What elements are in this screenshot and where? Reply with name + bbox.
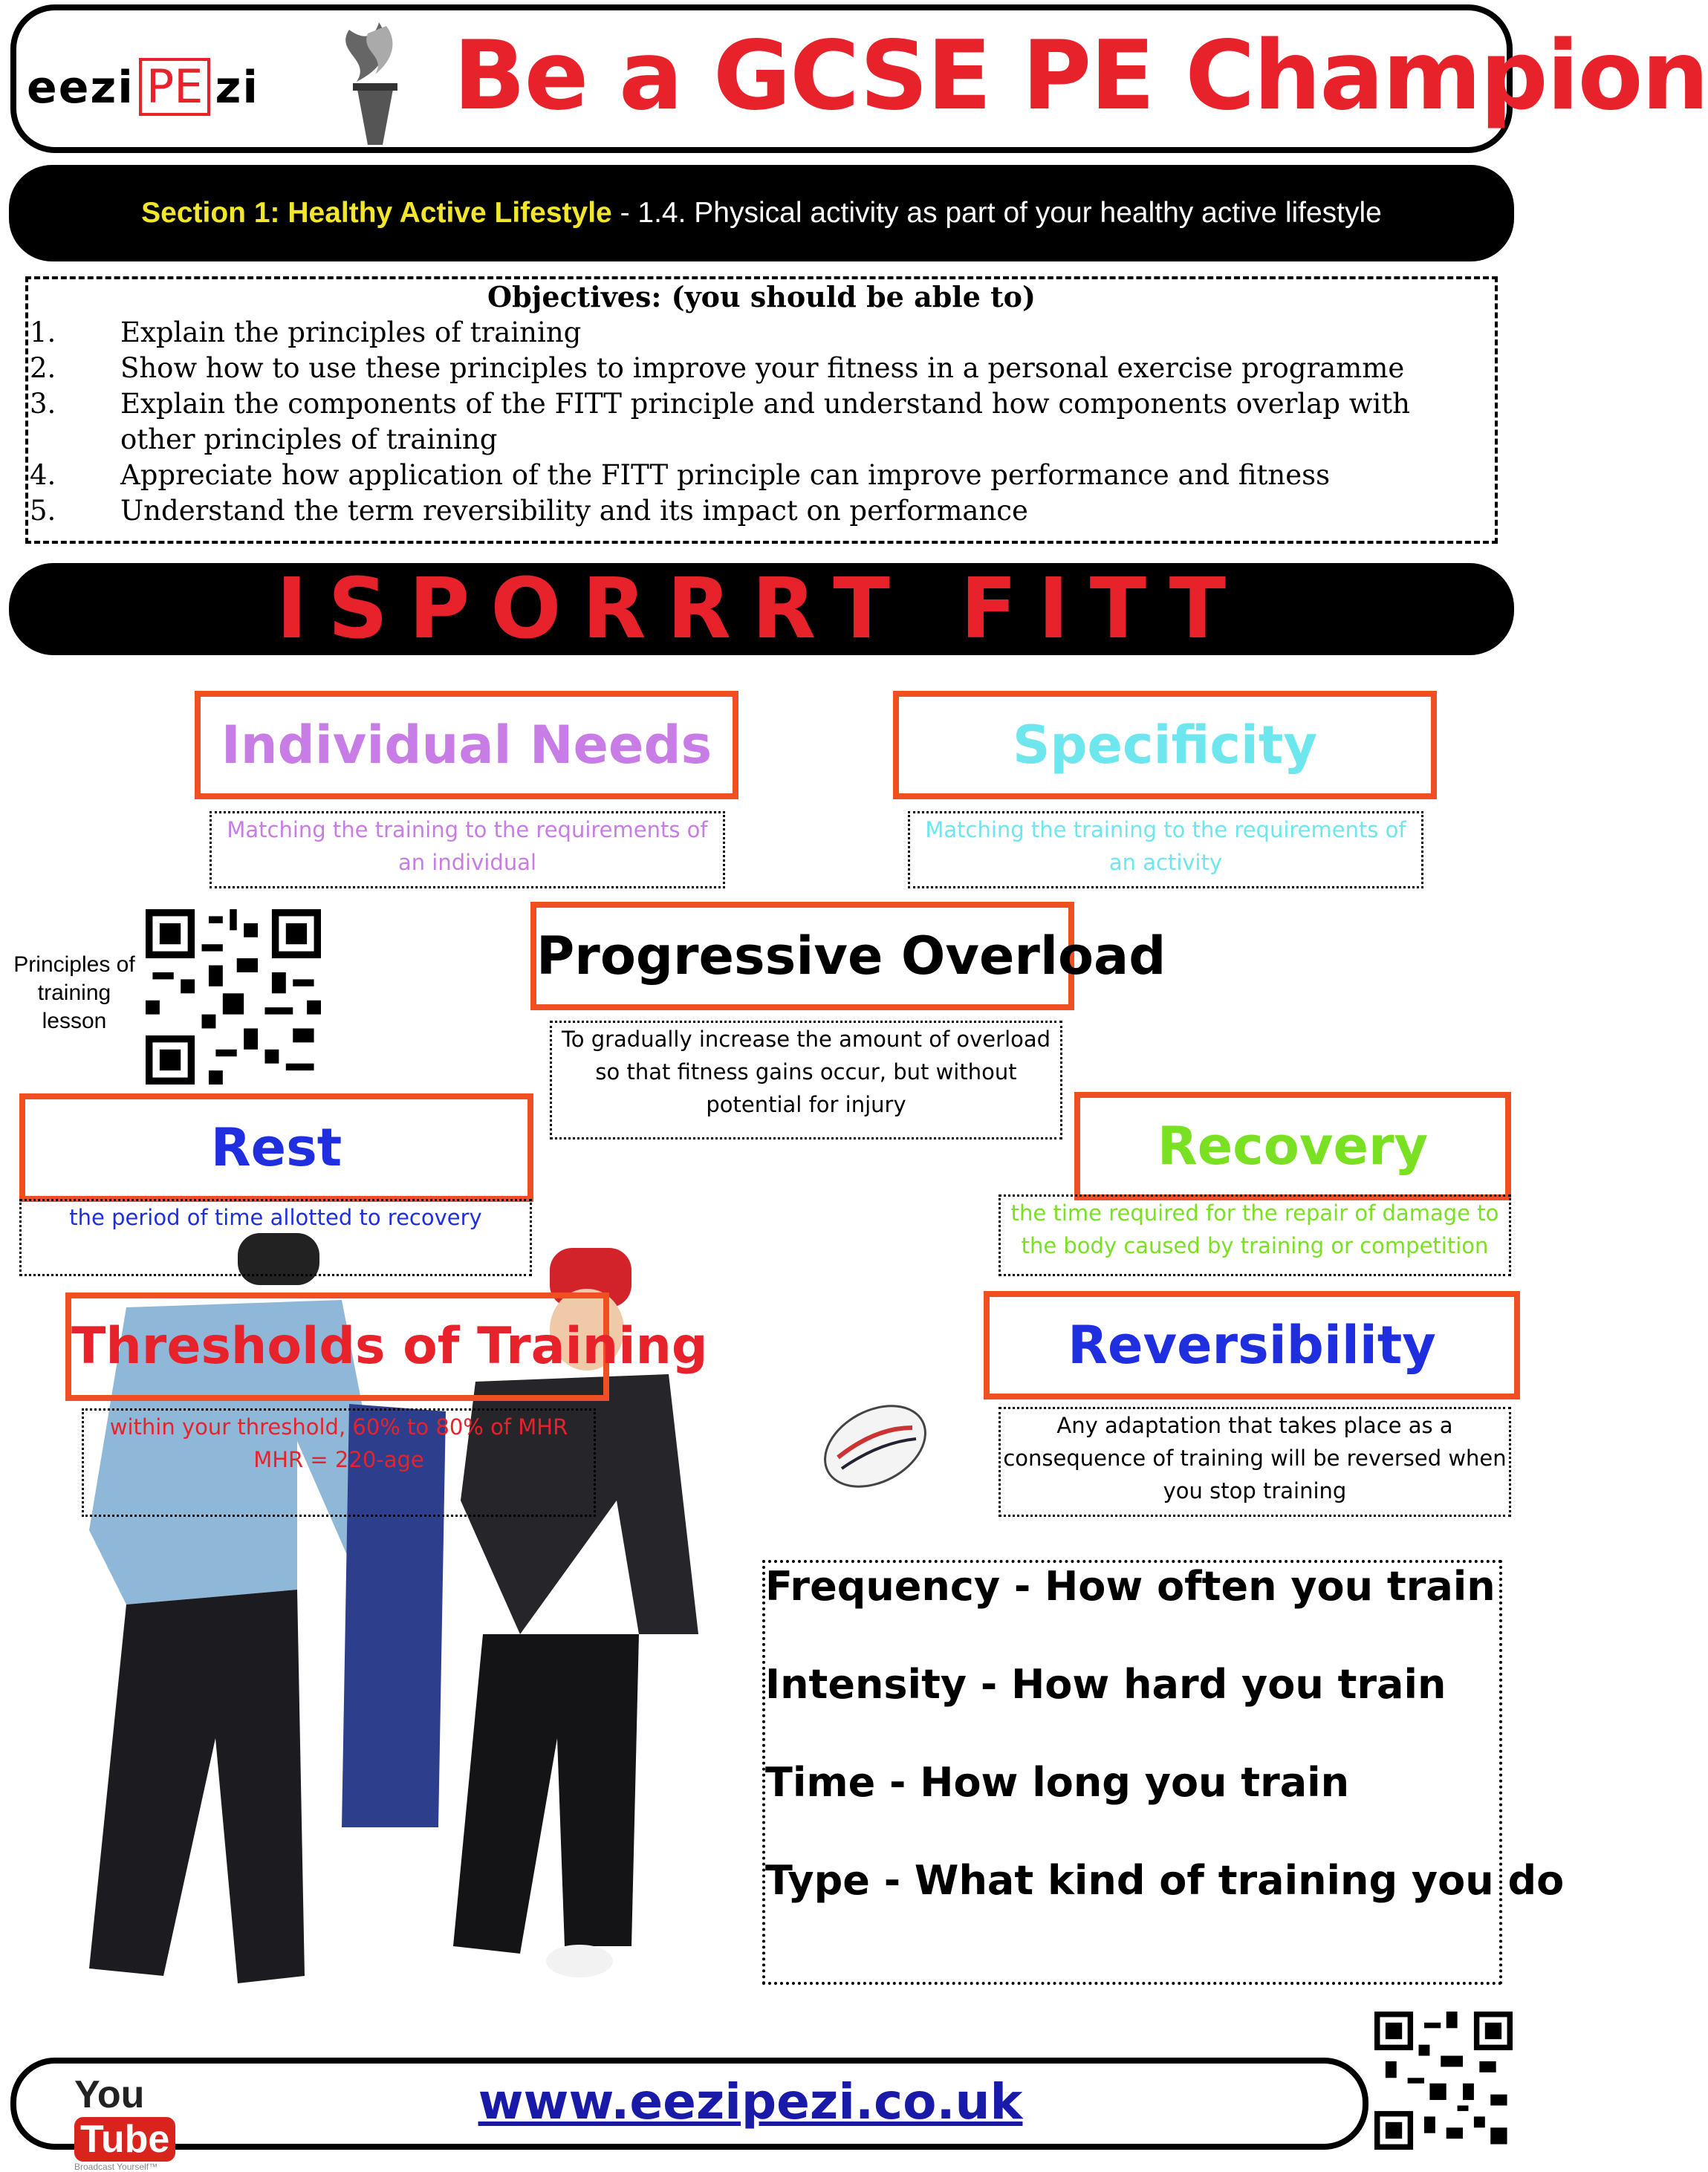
specificity-desc: Matching the training to the requirements of an activity (908, 811, 1423, 888)
fitt-time (765, 1759, 1349, 1806)
objective-item (30, 315, 1486, 351)
thresholds-desc-line2: MHR = 220-age (253, 1447, 424, 1472)
progressive-overload-title: Progressive Overload (536, 926, 1166, 986)
recovery-title-box (1074, 1092, 1511, 1200)
reversibility-desc: Any adaptation that takes place as a consequence of training will be reversed when you stop training (999, 1407, 1511, 1517)
objective-number: 5. (30, 495, 56, 527)
youtube-you: You (74, 2073, 145, 2116)
fitt-intensity (765, 1661, 1446, 1708)
fitt-term: Intensity (765, 1661, 967, 1708)
progressive-overload-desc: To gradually increase the amount of overload so that fitness gains occur, but without potential for injury (550, 1021, 1062, 1139)
section-subtitle: - 1.4. Physical activity as part of your healthy active lifestyle (611, 197, 1382, 229)
thresholds-desc (82, 1408, 596, 1517)
recovery-desc: the time required for the repair of damage to the body caused by training or competition (999, 1194, 1511, 1276)
objective-number: 1. (30, 316, 56, 348)
thresholds-title-box (65, 1293, 708, 1401)
objective-item (30, 493, 1486, 529)
fitt-desc: - How often you train (1000, 1563, 1496, 1610)
rugby-ball-icon (816, 1398, 935, 1495)
logo-text-left: eezi (27, 62, 134, 114)
youtube-tagline: Broadcast Yourself™ (74, 2162, 158, 2172)
objective-text: Explain the principles of training (120, 316, 582, 348)
objective-item (30, 386, 1486, 458)
section-heading (9, 165, 1514, 261)
fitt-frequency (765, 1563, 1496, 1610)
objective-number: 2. (30, 352, 56, 384)
objective-item (30, 458, 1486, 493)
recovery-title: Recovery (1157, 1116, 1429, 1177)
fitt-term: Type (765, 1857, 870, 1904)
rest-desc: the period of time allotted to recovery (19, 1199, 532, 1276)
objective-number: 4. (30, 459, 56, 491)
individual-needs-title-box (195, 691, 738, 799)
thresholds-desc-line1: within your threshold, 60% to 80% of MHR (109, 1414, 568, 1440)
youtube-logo[interactable] (74, 2072, 208, 2172)
logo-text-right: zi (215, 62, 259, 114)
specificity-title: Specificity (1013, 715, 1317, 776)
reversibility-title: Reversibility (1068, 1315, 1436, 1376)
fitt-desc: - How long you train (875, 1759, 1350, 1806)
logo-pe-mark: PE (139, 58, 211, 116)
objectives-title: Objectives: (you should be able to) (487, 280, 1036, 313)
individual-needs-desc: Matching the training to the requirements of an individual (210, 811, 725, 888)
rest-title: Rest (210, 1117, 342, 1178)
objective-text: Explain the components of the FITT principle and understand how components overlap with other principles of training (120, 388, 1410, 455)
progressive-overload-title-box (530, 902, 1166, 1010)
reversibility-title-box (984, 1291, 1520, 1399)
fitt-type (765, 1857, 1564, 1904)
objective-text: Understand the term reversibility and its impact on performance (120, 495, 1028, 527)
eezipezi-logo[interactable] (27, 58, 331, 126)
fitt-desc: - What kind of training you do (869, 1857, 1565, 1904)
objective-text: Appreciate how application of the FITT principle can improve performance and fitness (120, 459, 1331, 491)
objective-item (30, 351, 1486, 386)
section-label: Section 1: Healthy Active Lifestyle (141, 197, 612, 229)
youtube-tube: Tube (74, 2117, 175, 2162)
objectives-list (30, 315, 1486, 529)
specificity-title-box (893, 691, 1437, 799)
banner-title: ISPORRRT FITT (276, 561, 1247, 657)
fitt-desc: - How hard you train (967, 1661, 1446, 1708)
rest-title-box (19, 1093, 533, 1202)
website-link[interactable]: www.eezipezi.co.uk (478, 2073, 1023, 2130)
objective-text: Show how to use these principles to improve your fitness in a personal exercise programme (120, 352, 1405, 384)
qr-label: Principles of training lesson (13, 952, 135, 1033)
qr-code-icon[interactable] (1374, 2012, 1513, 2150)
objective-number: 3. (30, 388, 56, 420)
fitt-term: Frequency (765, 1563, 1001, 1610)
thresholds-title: Thresholds of Training (71, 1317, 708, 1376)
torch-icon (305, 15, 453, 149)
fitt-term: Time (765, 1759, 876, 1806)
page-title: Be a GCSE PE Champion (453, 21, 1708, 131)
individual-needs-title: Individual Needs (221, 715, 712, 776)
qr-code-icon[interactable] (146, 909, 321, 1085)
